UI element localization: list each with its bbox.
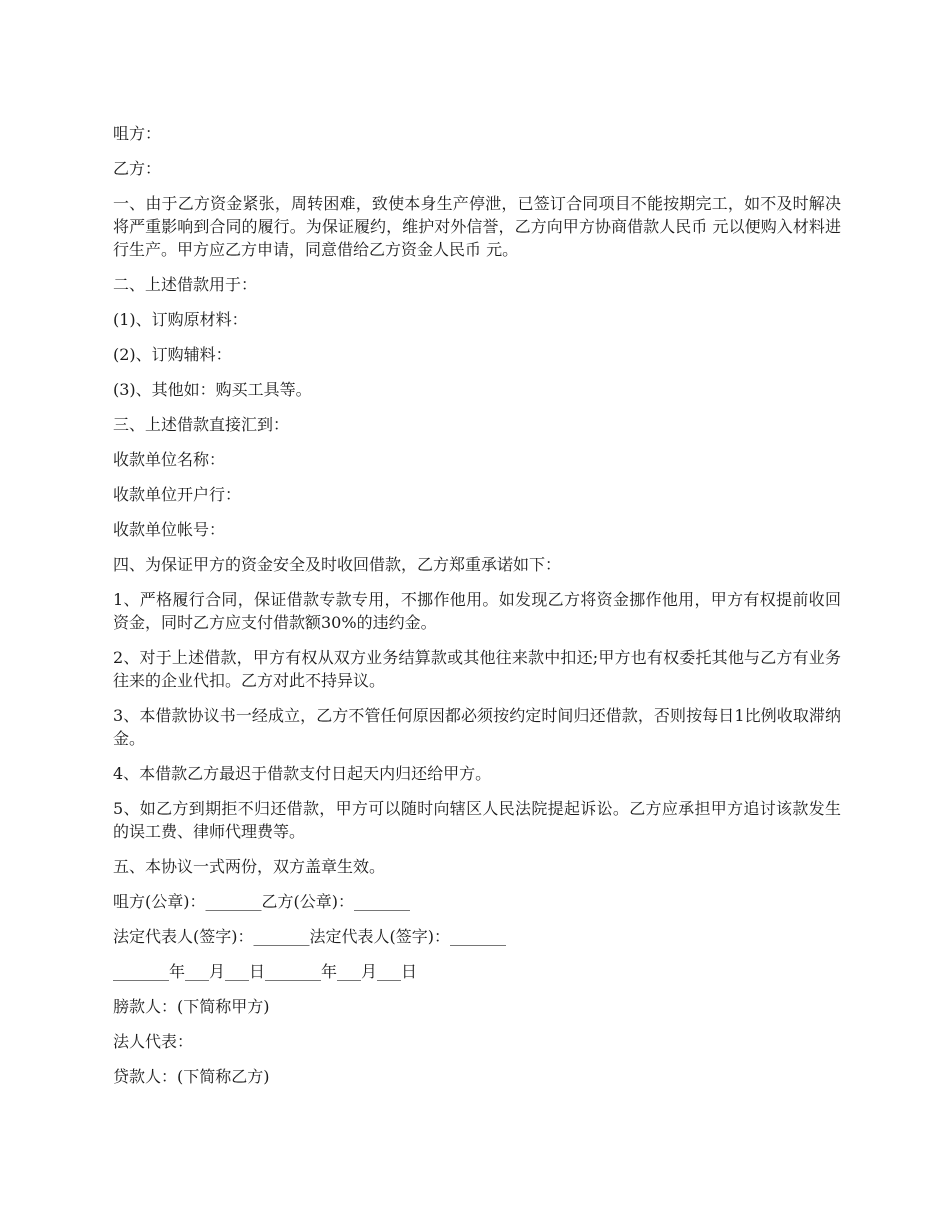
- promise-3-paragraph: 3、本借款协议书一经成立，乙方不管任何原因都必须按约定时间归还借款，否则按每日1比例收取滞纳金。: [113, 706, 841, 748]
- legal-rep-line: 法人代表：: [113, 1032, 194, 1051]
- clause-5-paragraph: 五、本协议一式两份，双方盖章生效。: [113, 857, 386, 876]
- document-page: [113, 122, 841, 1100]
- clause-2-item-2: (2)、订购辅料：: [113, 345, 232, 364]
- clause-1-paragraph: 一、由于乙方资金紧张，周转困难，致使本身生产停泄，已签订合同项目不能按期完工，如不及时解决将严重影响到合同的履行。为保证履约，维护对外信誉，乙方向甲方协商借款人民币 元以便购入材料进行生产。甲方应乙方申请，同意借给乙方资金人民币 元。: [113, 194, 841, 259]
- signature-line: 法定代表人(签字)：_______法定代表人(签字)：_______: [113, 927, 506, 946]
- promise-1-paragraph: 1、严格履行合同，保证借款专款专用，不挪作他用。如发现乙方将资金挪作他用，甲方有权提前收回资金，同时乙方应支付借款额30%的违约金。: [113, 590, 841, 632]
- payee-bank-line: 收款单位开户行：: [113, 485, 242, 504]
- clause-4-heading: 四、为保证甲方的资金安全及时收回借款，乙方郑重承诺如下：: [113, 555, 562, 574]
- party-a-line: 咀方：: [113, 124, 162, 143]
- seal-line: 咀方(公章)：_______乙方(公章)：_______: [113, 892, 410, 911]
- borrower-line: 贷款人：(下简称乙方): [113, 1067, 270, 1086]
- promise-4-paragraph: 4、本借款乙方最迟于借款支付日起天内归还给甲方。: [113, 764, 492, 783]
- clause-2-item-3: (3)、其他如：购买工具等。: [113, 380, 312, 399]
- promise-5-paragraph: 5、如乙方到期拒不归还借款，甲方可以随时向辖区人民法院提起诉讼。乙方应承担甲方追讨该款发生的误工费、律师代理费等。: [113, 799, 841, 841]
- lender-line: 膀款人：(下简称甲方): [113, 997, 270, 1016]
- clause-2-item-1: (1)、订购原材料：: [113, 310, 248, 329]
- payee-account-line: 收款单位帐号：: [113, 520, 226, 539]
- date-line: _______年___月___日_______年___月___日: [113, 962, 418, 981]
- clause-3-heading: 三、上述借款直接汇到：: [113, 415, 290, 434]
- clause-2-heading: 二、上述借款用于：: [113, 275, 258, 294]
- payee-name-line: 收款单位名称：: [113, 450, 226, 469]
- promise-2-paragraph: 2、对于上述借款，甲方有权从双方业务结算款或其他往来款中扣还;甲方也有权委托其他与乙方有业务往来的企业代扣。乙方对此不持异议。: [113, 648, 841, 690]
- party-b-line: 乙方：: [113, 159, 162, 178]
